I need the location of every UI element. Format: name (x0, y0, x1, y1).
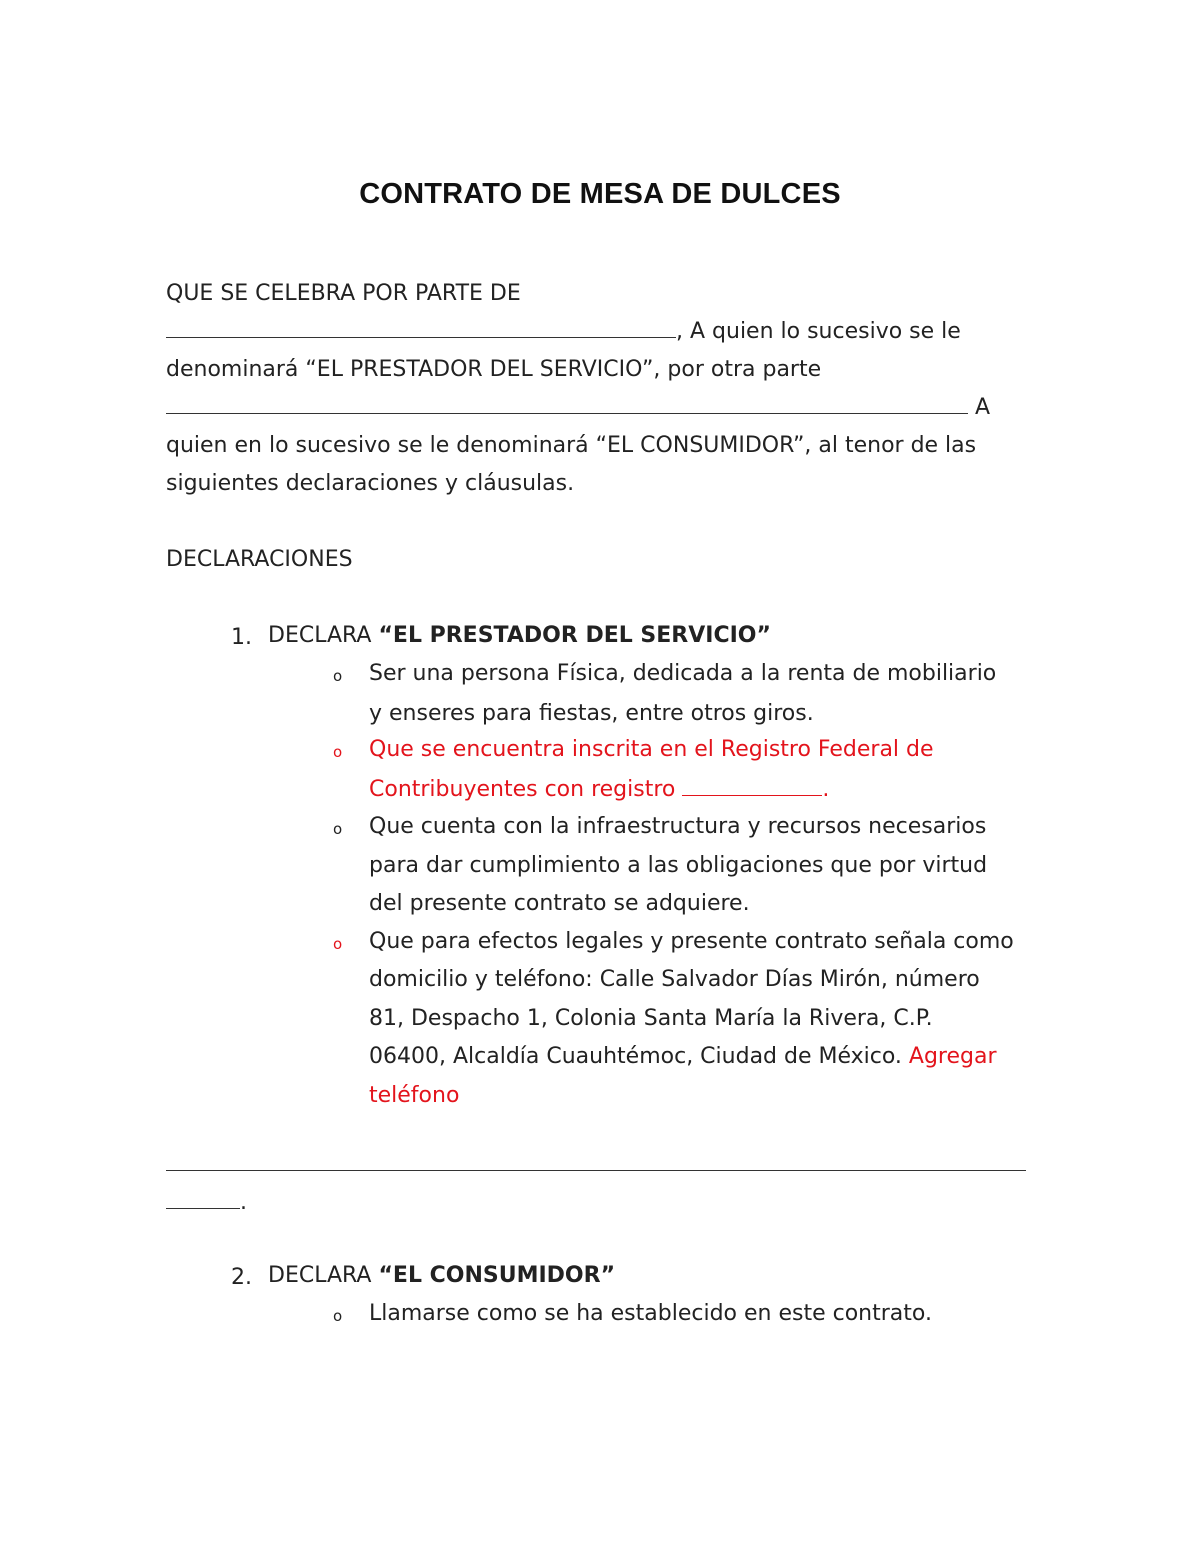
blank-field-consumidor[interactable] (166, 389, 968, 414)
bullet-4-red-line: teléfono (369, 1083, 460, 1108)
blank-field-prestador[interactable] (166, 313, 676, 338)
bullet-2-line-2-text: Contribuyentes con registro (369, 777, 676, 802)
bullet-2-suffix: . (822, 777, 830, 802)
blank-line-row-2 (166, 1184, 247, 1222)
blank-field-long[interactable] (166, 1146, 1026, 1171)
bullet-1-line-1: Ser una persona Física, dedicada a la renta de mobiliario (369, 661, 997, 686)
declaraciones-heading: DECLARACIONES (166, 547, 353, 572)
blank-line-row-1 (166, 1146, 1026, 1184)
section-1-party: “EL PRESTADOR DEL SERVICIO” (378, 623, 771, 648)
bullet-3-line-1: Que cuenta con la infraestructura y recursos necesarios (369, 814, 987, 839)
intro-line-2 (166, 313, 961, 351)
document-title: CONTRATO DE MESA DE DULCES (359, 178, 841, 210)
section-2-prefix: DECLARA (268, 1263, 379, 1288)
bullet-4-line-4 (369, 1038, 997, 1076)
blank-field-rfc[interactable] (682, 771, 822, 796)
blank-field-long-end[interactable] (166, 1184, 240, 1209)
intro-line-2-text: , A quien lo sucesivo se le (676, 319, 961, 344)
intro-line-4 (166, 389, 990, 427)
section-2-number: 2. (231, 1265, 252, 1290)
bullet-4-red-note: Agregar (908, 1044, 997, 1069)
bullet-1-line-2: y enseres para fiestas, entre otros giros. (369, 701, 814, 726)
section-1-heading (268, 617, 771, 655)
intro-line-1: QUE SE CELEBRA POR PARTE DE (166, 281, 521, 306)
bullet-3-line-2: para dar cumplimiento a las obligaciones que por virtud (369, 853, 988, 878)
bullet-4-line-1: Que para efectos legales y presente contrato señala como (369, 929, 1014, 954)
bullet-4-line-3: 81, Despacho 1, Colonia Santa María la Rivera, C.P. (369, 1006, 933, 1031)
section-2-party: “EL CONSUMIDOR” (378, 1263, 616, 1288)
section-2-bullet-1: Llamarse como se ha establecido en este contrato. (369, 1301, 932, 1326)
intro-line-6: siguientes declaraciones y cláusulas. (166, 471, 575, 496)
bullet-2-line-1: Que se encuentra inscrita en el Registro Federal de (369, 737, 934, 762)
intro-line-5: quien en lo sucesivo se le denominará “EL CONSUMIDOR”, al tenor de las (166, 433, 977, 458)
section-2-heading (268, 1257, 615, 1295)
section-1-number: 1. (231, 625, 252, 650)
bullet-marker: o (333, 1307, 343, 1325)
bullet-3-line-3: del presente contrato se adquiere. (369, 891, 750, 916)
intro-line-3: denominará “EL PRESTADOR DEL SERVICIO”, por otra parte (166, 357, 822, 382)
bullet-4-line-4-text: 06400, Alcaldía Cuauhtémoc, Ciudad de México. (369, 1044, 909, 1069)
bullet-marker-red: o (333, 743, 343, 761)
section-1-prefix: DECLARA (268, 623, 379, 648)
bullet-2-line-2 (369, 771, 829, 809)
blank-end-period: . (240, 1190, 247, 1215)
bullet-marker: o (333, 820, 343, 838)
bullet-4-line-2: domicilio y teléfono: Calle Salvador Días Mirón, número (369, 967, 980, 992)
bullet-marker: o (333, 667, 343, 685)
intro-line-4-text: A (968, 395, 991, 420)
bullet-marker-red: o (333, 935, 343, 953)
